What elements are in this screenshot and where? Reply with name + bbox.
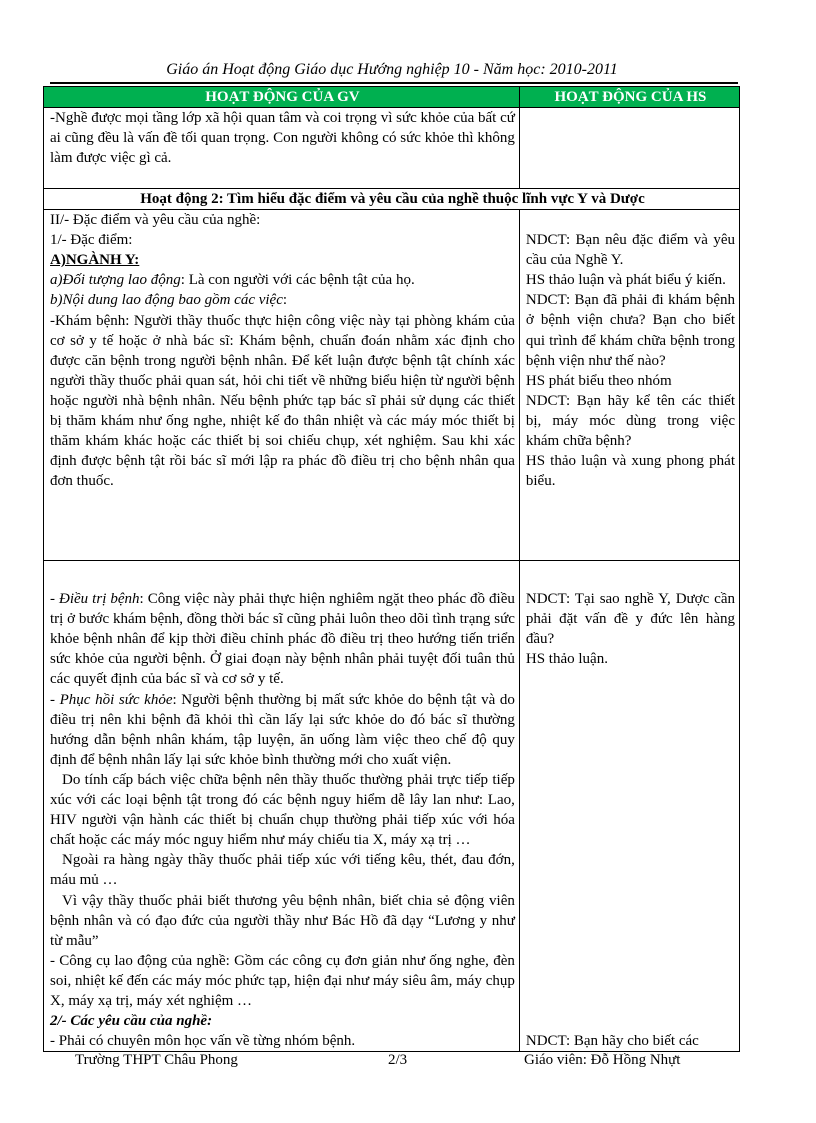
nganh-y-heading: A)NGÀNH Y: [50,252,140,269]
footer-school: Trường THPT Châu Phong [75,1052,238,1068]
hs-item: NDCT: Tại sao nghề Y, Dược cần phải đặt vấn đề y đức lên hàng đầu? [525,591,735,648]
noi-dung-colon: : [282,292,288,309]
hs-item: HS thảo luận. [525,651,608,668]
header-rule [50,82,738,84]
hs-item: HS thảo luận và phát biểu ý kiến. [525,272,726,289]
table-row [44,108,740,189]
intro-text: -Nghề được mọi tầng lớp xã hội quan tâm và coi trọng vì sức khỏe của bất cứ ai cũng đều là vấn đề tối quan trọng. Con người không có sức khỏe thì không làm được việc gì cả. [44,108,520,189]
empty-cell [519,108,739,189]
doi-tuong-paragraph [50,270,515,290]
dieu-tri-paragraph: - Điều trị bệnh: Công việc này phải thực hiện nghiêm ngặt theo phác đồ điều trị ở bước khám bệnh, đồng thời bác sĩ cũng phải luôn theo dõi tình trạng sức khỏe bệnh nhân để kịp thời điều chỉnh phác đồ điều trị theo hướng tiến triển sức khỏe của người bệnh. Ở giai đoạn này bệnh nhân phải tuyệt đối tuân thủ các quyết định của bác sĩ và cơ sở y tế. [50,591,515,688]
noi-dung-paragraph [50,290,515,310]
dieu-tri-text: : Công việc này phải thực hiện nghiêm ngặt theo phác đồ điều trị ở bước khám bệnh, đồng thời bác sĩ cũng phải luôn theo dõi tình trạng sức khỏe bệnh nhân để kịp thời điều chỉnh phác đồ điều trị theo hướng tiến triển sức khỏe của người bệnh. Ở giai đoạn này bệnh nhân phải tuyệt đối tuân thủ các quyết định của bác sĩ và cơ sở y tế. [50,591,515,688]
page-header: Giáo án Hoạt động Giáo dục Hướng nghiệp 10 - Năm học: 2010-2011 [166,61,618,78]
footer-teacher: Giáo viên: Đỗ Hồng Nhựt [524,1052,681,1068]
gv-content-1 [44,210,520,561]
footer-page-number: 2/3 [388,1052,408,1068]
phuc-hoi-label: Phục hồi sức khỏe [59,691,173,708]
cap-bach-paragraph: Do tính cấp bách việc chữa bệnh nên thầy thuốc thường phải trực tiếp tiếp xúc với các loại bệnh tật trong đó các bệnh nguy hiểm dễ lây lan như: Lao, HIV người vận hành các thiết bị chuẩn chụp thường phải tiếp xúc với hóa chất hoặc các máy móc nguy hiểm như máy chiếu tia X, máy xạ trị … [50,771,515,849]
hs-item-last: NDCT: Bạn hãy cho biết các [525,1033,699,1050]
column-header-hs: HOẠT ĐỘNG CỦA HS [519,87,739,108]
table-header-row [44,87,740,108]
kham-benh-paragraph: -Khám bệnh: Người thầy thuốc thực hiện công việc này tại phòng khám của cơ sở y tế hoặc ở nhà bác sĩ: Khám bệnh, chuẩn đoán nhằm xác định cho được căn bệnh trong người bệnh nhân. Để kết luận được bệnh tật chính xác người thầy thuốc phải quan sát, hỏi chi tiết về những biểu hiện từ người bệnh hoặc người nhà bệnh nhân. Nếu bệnh phức tạp bác sĩ phải sử dụng các thiết bị thăm khám như ống nghe, nhiệt kế đo thân nhiệt và các máy móc thiết bị thăm khám khác hoặc các thiết bị soi chiếu chụp, xét nghiệm. Sau khi xác định được bệnh tật rồi bác sĩ mới lập ra phác đồ điều trị cho bệnh nhân qua đơn thuốc. [50,312,515,490]
section-heading: II/- Đặc điểm và yêu cầu của nghề: [50,212,261,229]
table-row [44,561,740,1052]
table-row [44,210,740,561]
hs-item: NDCT: Bạn nêu đặc điểm và yêu cầu của Nghề Y. [525,232,735,269]
vi-vay-paragraph: Vì vậy thầy thuốc phải biết thương yêu bệnh nhân, biết chia sẻ động viên bệnh nhân và có đạo đức của người thầy như Bác Hồ đã dạy “Lương y như từ mẫu” [50,892,515,949]
phuc-hoi-text: : Người bệnh thường bị mất sức khỏe do bệnh tật và do điều trị nên khi bệnh đã khỏi thì cần lấy lại sức khỏe do đó bác sĩ thường hướng dẫn bệnh nhân khám, tập luyện, ăn uống làm việc theo chế độ quy định để bệnh nhân lấy lại sức khỏe bình thường mới cho xuất viện. [50,691,515,768]
yeu-cau-heading: 2/- Các yêu cầu của nghề: [50,1013,213,1030]
lesson-table [43,86,740,1052]
hs-content-2 [519,561,739,1052]
sub-heading: 1/- Đặc điểm: [50,232,133,249]
hs-item: NDCT: Bạn hãy kể tên các thiết bị, máy móc dùng trong việc khám chữa bệnh? [525,392,735,450]
hs-item: HS thảo luận và xung phong phát biểu. [525,453,735,490]
cong-cu-paragraph: - Công cụ lao động của nghề: Gồm các công cụ đơn giản như ống nghe, đèn soi, nhiệt kế đến các máy móc phức tạp, hiện đại như máy siêu âm, máy chụp X, máy xạ trị, máy xét nghiệm … [50,952,515,1009]
last-paragraph: - Phải có chuyên môn học vấn về từng nhóm bệnh. [50,1033,356,1050]
activity-row [44,189,740,210]
gv-content-2 [44,561,520,1052]
hs-item: NDCT: Bạn đã phải đi khám bệnh ở bệnh viện chưa? Bạn cho biết qui trình để khám chữa bệnh trong bệnh viện như thế nào? [525,292,735,369]
column-header-gv: HOẠT ĐỘNG CỦA GV [44,87,520,108]
activity-title: Hoạt động 2: Tìm hiểu đặc điểm và yêu cầu của nghề thuộc lĩnh vực Y và Dược [44,189,740,210]
phuc-hoi-paragraph: - Phục hồi sức khỏe: Người bệnh thường bị mất sức khỏe do bệnh tật và do điều trị nên khi bệnh đã khỏi thì cần lấy lại sức khỏe do đó bác sĩ thường hướng dẫn bệnh nhân khám, tập luyện, ăn uống làm việc theo chế độ quy định để bệnh nhân lấy lại sức khỏe bình thường mới cho xuất viện. [50,691,515,768]
dieu-tri-label: Điều trị bệnh [59,591,140,608]
doi-tuong-text: : Là con người với các bệnh tật của họ. [180,272,415,289]
ngoai-ra-paragraph: Ngoài ra hàng ngày thầy thuốc phải tiếp xúc với tiếng kêu, thét, đau đớn, máu mủ … [50,852,515,889]
doi-tuong-label: a)Đối tượng lao động [50,272,181,289]
noi-dung-label: b)Nội dung lao động bao gồm các việc [50,292,283,309]
hs-item: HS phát biểu theo nhóm [525,372,672,389]
hs-content-1 [519,210,739,561]
